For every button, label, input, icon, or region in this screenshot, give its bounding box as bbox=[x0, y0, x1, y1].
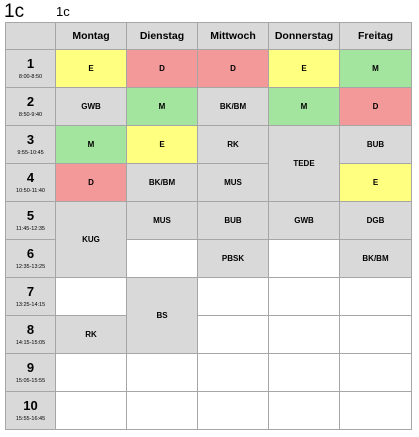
empty-cell[interactable] bbox=[127, 392, 198, 430]
lesson-cell[interactable]: BK/BM bbox=[198, 88, 269, 126]
lesson-cell[interactable]: BK/BM bbox=[127, 164, 198, 202]
empty-cell[interactable] bbox=[269, 354, 340, 392]
period-header-6 bbox=[6, 240, 56, 278]
day-header-row bbox=[6, 23, 412, 50]
period-number: 10 bbox=[23, 398, 38, 413]
lesson-cell[interactable]: GWB bbox=[56, 88, 127, 126]
lesson-cell[interactable]: DGB bbox=[340, 202, 412, 240]
period-number: 4 bbox=[26, 170, 35, 185]
period-time: 10:50-11:40 bbox=[16, 188, 45, 194]
period-time: 8:00-8:50 bbox=[18, 74, 43, 80]
lesson-cell[interactable]: E bbox=[56, 50, 127, 88]
period-row-2 bbox=[6, 88, 412, 126]
empty-cell[interactable] bbox=[127, 354, 198, 392]
lesson-cell[interactable]: PBSK bbox=[198, 240, 269, 278]
period-row-8 bbox=[6, 316, 412, 354]
period-number: 3 bbox=[26, 132, 35, 147]
period-header-7 bbox=[6, 278, 56, 316]
empty-cell[interactable] bbox=[198, 278, 269, 316]
day-header-thursday: Donnerstag bbox=[269, 23, 340, 50]
day-header-tuesday: Dienstag bbox=[127, 23, 198, 50]
lesson-cell[interactable]: D bbox=[198, 50, 269, 88]
empty-cell[interactable] bbox=[340, 354, 412, 392]
period-time: 13:25-14:15 bbox=[15, 302, 46, 308]
lesson-cell[interactable]: GWB bbox=[269, 202, 340, 240]
period-number: 9 bbox=[26, 360, 35, 375]
lesson-cell[interactable]: TEDE bbox=[269, 126, 340, 202]
period-header-3 bbox=[6, 126, 56, 164]
period-row-7 bbox=[6, 278, 412, 316]
empty-cell[interactable] bbox=[340, 316, 412, 354]
lesson-cell[interactable]: RK bbox=[56, 316, 127, 354]
period-number: 8 bbox=[26, 322, 35, 337]
lesson-cell[interactable]: D bbox=[340, 88, 412, 126]
class-subtitle: 1c bbox=[56, 4, 70, 19]
lesson-cell[interactable]: BUB bbox=[340, 126, 412, 164]
period-time: 15:05-15:55 bbox=[15, 378, 46, 384]
period-time: 15:55-16:45 bbox=[15, 416, 46, 422]
period-row-1 bbox=[6, 50, 412, 88]
period-row-5 bbox=[6, 202, 412, 240]
period-header-9 bbox=[6, 354, 56, 392]
period-time: 11:45-12:35 bbox=[16, 226, 45, 232]
lesson-cell[interactable]: MUS bbox=[127, 202, 198, 240]
lesson-cell[interactable]: RK bbox=[198, 126, 269, 164]
lesson-cell[interactable]: E bbox=[340, 164, 412, 202]
period-row-10 bbox=[6, 392, 412, 430]
empty-cell[interactable] bbox=[269, 392, 340, 430]
empty-cell[interactable] bbox=[269, 278, 340, 316]
period-time: 12:35-13:25 bbox=[15, 264, 46, 270]
period-header-8 bbox=[6, 316, 56, 354]
empty-cell[interactable] bbox=[56, 354, 127, 392]
period-time: 9:55-10:45 bbox=[17, 150, 44, 156]
period-row-9 bbox=[6, 354, 412, 392]
lesson-cell[interactable]: M bbox=[269, 88, 340, 126]
day-header-friday: Freitag bbox=[340, 23, 412, 50]
period-number: 6 bbox=[26, 246, 35, 261]
lesson-cell[interactable]: BS bbox=[127, 278, 198, 354]
lesson-cell[interactable]: KUG bbox=[56, 202, 127, 278]
period-number: 2 bbox=[26, 94, 35, 109]
class-title: 1c bbox=[4, 1, 25, 22]
empty-cell[interactable] bbox=[340, 392, 412, 430]
empty-cell[interactable] bbox=[269, 316, 340, 354]
day-header-monday: Montag bbox=[56, 23, 127, 50]
lesson-cell[interactable]: D bbox=[56, 164, 127, 202]
period-number: 1 bbox=[26, 56, 35, 71]
empty-cell[interactable] bbox=[269, 240, 340, 278]
period-header-1 bbox=[6, 50, 56, 88]
lesson-cell[interactable]: BK/BM bbox=[340, 240, 412, 278]
period-time: 14:15-15:05 bbox=[15, 340, 46, 346]
empty-cell[interactable] bbox=[198, 354, 269, 392]
lesson-cell[interactable]: D bbox=[127, 50, 198, 88]
period-number: 5 bbox=[26, 208, 35, 223]
lesson-cell[interactable]: MUS bbox=[198, 164, 269, 202]
period-header-5 bbox=[6, 202, 56, 240]
lesson-cell[interactable]: M bbox=[340, 50, 412, 88]
timetable bbox=[5, 22, 412, 430]
lesson-cell[interactable]: M bbox=[127, 88, 198, 126]
day-header-wednesday: Mittwoch bbox=[198, 23, 269, 50]
period-time: 8:50-9:40 bbox=[18, 112, 43, 118]
period-row-3 bbox=[6, 126, 412, 164]
corner-cell bbox=[6, 23, 56, 50]
period-header-2 bbox=[6, 88, 56, 126]
empty-cell[interactable] bbox=[127, 240, 198, 278]
lesson-cell[interactable]: M bbox=[56, 126, 127, 164]
empty-cell[interactable] bbox=[198, 316, 269, 354]
period-header-4 bbox=[6, 164, 56, 202]
period-row-4 bbox=[6, 164, 412, 202]
lesson-cell[interactable]: E bbox=[269, 50, 340, 88]
empty-cell[interactable] bbox=[198, 392, 269, 430]
lesson-cell[interactable]: BUB bbox=[198, 202, 269, 240]
period-header-10 bbox=[6, 392, 56, 430]
lesson-cell[interactable]: E bbox=[127, 126, 198, 164]
empty-cell[interactable] bbox=[56, 278, 127, 316]
empty-cell[interactable] bbox=[340, 278, 412, 316]
period-number: 7 bbox=[26, 284, 35, 299]
empty-cell[interactable] bbox=[56, 392, 127, 430]
